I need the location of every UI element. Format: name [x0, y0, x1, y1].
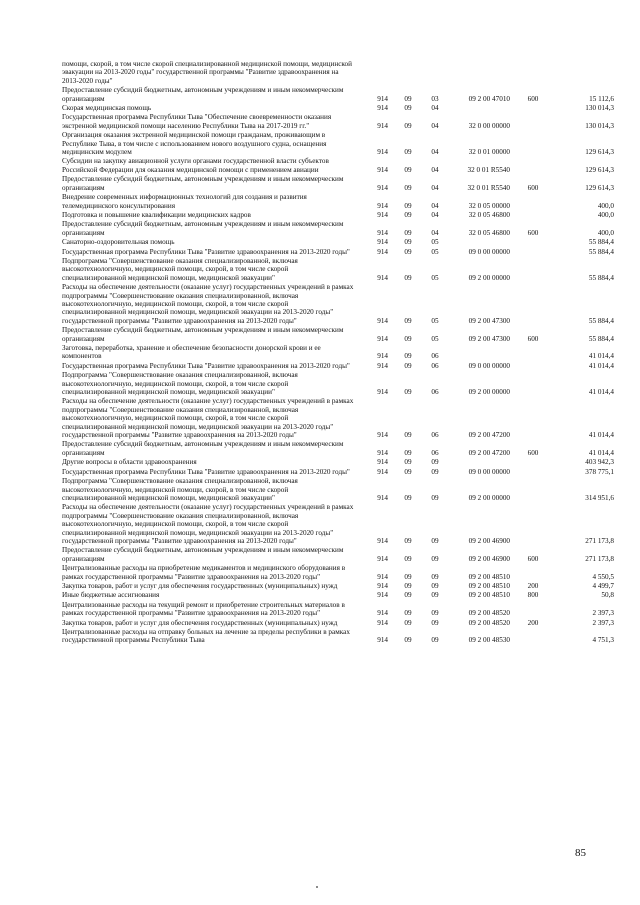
gov-code: 914	[377, 536, 388, 545]
amount: 2 397,3	[592, 609, 614, 618]
row-description: Расходы на обеспечение деятельности (оказание услуг) государственных учреждений в рамках подпрограммы "Совершенствование оказания специализированной, включая высокотехнологичную, медицинской помощи, скорой, в том числе скорой специализированной медицинской помощи, медицинской эвакуации на 2013-2020 годы" государственной программы "Развитие здравоохранения на 2013-2020 годы"	[62, 283, 354, 325]
row-description: Внедрение современных информационных технологий для создания и развития телемедицинского консультирования	[62, 193, 307, 210]
table-row	[62, 564, 614, 582]
target-article-code: 09 2 00 47010	[468, 94, 510, 103]
gov-code: 914	[377, 273, 388, 282]
target-article-code: 09 0 00 00000	[468, 467, 510, 476]
section-code: 09	[404, 591, 412, 600]
amount: 400,0	[597, 201, 614, 210]
subsection-code: 05	[431, 334, 439, 343]
gov-code: 914	[377, 572, 388, 581]
target-article-code: 09 2 00 48510	[468, 581, 510, 590]
amount: 2 397,3	[592, 618, 614, 627]
subsection-code: 09	[431, 467, 439, 476]
row-description: Централизованные расходы на отправку больных на лечение за пределы республики в рамках государственной программы Республики Тыва	[62, 628, 350, 645]
target-article-code: 32 0 05 46800	[468, 228, 510, 237]
table-row	[62, 344, 614, 362]
amount: 41 014,4	[588, 448, 614, 457]
row-description: Предоставление субсидий бюджетным, автономным учреждениям и иным некоммерческим организациям	[62, 220, 344, 237]
section-code: 09	[404, 618, 412, 627]
section-code: 09	[404, 247, 412, 256]
target-article-code: 09 0 00 00000	[468, 247, 510, 256]
amount: 271 173,8	[585, 536, 614, 545]
row-description: Другие вопросы в области здравоохранения	[62, 458, 197, 467]
amount: 403 942,3	[585, 458, 614, 467]
target-article-code: 09 2 00 00000	[468, 273, 510, 282]
gov-code: 914	[377, 431, 388, 440]
subsection-code: 05	[431, 273, 439, 282]
gov-code: 914	[377, 210, 388, 219]
subsection-code: 06	[431, 361, 439, 370]
gov-code: 914	[377, 352, 388, 361]
row-description: Подпрограмма "Совершенствование оказания специализированной, включая высокотехнологичную, медицинской помощи, скорой, в том числе скорой специализированной медицинской помощи, медицинской эвакуации"	[62, 256, 298, 282]
target-article-code: 32 0 05 00000	[468, 201, 510, 210]
target-article-code: 32 0 00 00000	[468, 121, 510, 130]
amount: 378 775,1	[585, 467, 614, 476]
amount: 41 014,4	[588, 361, 614, 370]
gov-code: 914	[377, 618, 388, 627]
table-row	[62, 591, 614, 600]
row-description: Предоставление субсидий бюджетным, автономным учреждениям и иным некоммерческим организациям	[62, 86, 344, 103]
section-code: 09	[404, 361, 412, 370]
amount: 4 499,7	[592, 581, 614, 590]
table-row	[62, 86, 614, 104]
table-row	[62, 238, 614, 247]
amount: 400,0	[597, 228, 614, 237]
gov-code: 914	[377, 183, 388, 192]
section-code: 09	[404, 493, 412, 502]
row-description: Предоставление субсидий бюджетным, автономным учреждениям и иным некоммерческим организациям	[62, 326, 344, 343]
table-row	[62, 248, 614, 257]
gov-code: 914	[377, 238, 388, 247]
table-row	[62, 397, 614, 440]
subsection-code: 06	[431, 388, 439, 397]
subsection-code: 04	[431, 201, 439, 210]
subsection-code: 05	[431, 238, 439, 247]
subsection-code: 04	[431, 183, 439, 192]
row-description: Государственная программа Республики Тыва "Развитие здравоохранения на 2013-2020 годы"	[62, 467, 350, 476]
subsection-code: 06	[431, 352, 439, 361]
section-code: 09	[404, 467, 412, 476]
table-row	[62, 582, 614, 591]
subsection-code: 09	[431, 618, 439, 627]
section-code: 09	[404, 572, 412, 581]
table-row	[62, 628, 614, 646]
row-description: Расходы на обеспечение деятельности (оказание услуг) государственных учреждений в рамках подпрограммы "Совершенствование оказания специализированной, включая высокотехнологичную, медицинской помощи, скорой, в том числе скорой специализированной медицинской помощи, медицинской эвакуации на 2013-2020 годы" государственной программы "Развитие здравоохранения на 2013-2020 годы"	[62, 397, 354, 440]
amount: 4 550,5	[592, 572, 614, 581]
target-article-code: 09 2 00 47300	[468, 316, 510, 325]
row-description: Централизованные расходы на текущий ремонт и приобретение строительных материалов в рамках государственной программы "Развитие здравоохранения на 2013-2020 годы"	[62, 600, 345, 618]
amount: 55 884,4	[588, 316, 614, 325]
expense-type-code: 600	[527, 228, 539, 237]
section-code: 09	[404, 165, 412, 174]
amount: 41 014,4	[588, 352, 614, 361]
row-description: Государственная программа Республики Тыва "Развитие здравоохранения на 2013-2020 годы"	[62, 247, 350, 256]
section-code: 09	[404, 228, 412, 237]
gov-code: 914	[377, 316, 388, 325]
subsection-code: 05	[431, 247, 439, 256]
amount: 130 014,3	[585, 104, 614, 113]
subsection-code: 09	[431, 572, 439, 581]
amount: 129 614,3	[585, 183, 614, 192]
section-code: 09	[404, 121, 412, 130]
table-row	[62, 458, 614, 467]
expense-type-code: 600	[527, 554, 539, 563]
row-description: Предоставление субсидий бюджетным, автономным учреждениям и иным некоммерческим организациям	[62, 175, 344, 192]
section-code: 09	[404, 201, 412, 210]
subsection-code: 09	[431, 609, 439, 618]
row-description: Заготовка, переработка, хранение и обеспечение безопасности донорской крови и ее компонентов	[62, 344, 321, 361]
row-description: Предоставление субсидий бюджетным, автономным учреждениям и иным некоммерческим организациям	[62, 546, 344, 563]
table-row	[62, 175, 614, 193]
table-row	[62, 326, 614, 344]
row-description: Подпрограмма "Совершенствование оказания специализированной, включая высокотехнологичную, медицинской помощи, скорой, в том числе скорой специализированной медицинской помощи, медицинской эвакуации"	[62, 477, 298, 502]
amount: 41 014,4	[588, 388, 614, 397]
expense-type-code: 200	[527, 618, 539, 627]
table-row	[62, 440, 614, 458]
target-article-code: 09 2 00 48520	[468, 618, 510, 627]
target-article-code: 09 2 00 48510	[468, 591, 510, 600]
row-description: Санаторно-оздоровительная помощь	[62, 238, 175, 247]
subsection-code: 09	[431, 591, 439, 600]
amount: 129 614,3	[585, 148, 614, 157]
subsection-code: 04	[431, 228, 439, 237]
row-description: Иные бюджетные ассигнования	[62, 591, 160, 600]
section-code: 09	[404, 334, 412, 343]
amount: 400,0	[597, 210, 614, 219]
target-article-code: 09 2 00 48530	[468, 636, 510, 645]
target-article-code: 32 0 05 46800	[468, 210, 510, 219]
row-description: Подпрограмма "Совершенствование оказания специализированной, включая высокотехнологичную, медицинской помощи, скорой, в том числе скорой специализированной медицинской помощи, медицинской эвакуации"	[62, 371, 298, 397]
row-description: Скорая медицинская помощь	[62, 104, 152, 113]
table-row	[62, 283, 614, 326]
gov-code: 914	[377, 228, 388, 237]
target-article-code: 32 0 01 R5540	[467, 165, 510, 174]
row-description: Централизованные расходы на приобретение медикаментов и медицинского оборудования в рамках государственной программы "Развитие здравоохранения на 2013-2020 годы"	[62, 564, 346, 581]
row-description: Организация оказания экстренной медицинской помощи гражданам, проживающим в Республике Тыва, в том числе с использованием нового воздушного судна, оснащения медицинским модулем	[62, 131, 327, 157]
gov-code: 914	[377, 493, 388, 502]
subsection-code: 09	[431, 536, 439, 545]
section-code: 09	[404, 581, 412, 590]
subsection-code: 09	[431, 458, 439, 467]
table-row	[62, 60, 614, 86]
expense-type-code: 600	[527, 183, 539, 192]
amount: 4 751,3	[592, 636, 614, 645]
table-row	[62, 468, 614, 477]
subsection-code: 04	[431, 165, 439, 174]
amount: 271 173,8	[585, 554, 614, 563]
subsection-code: 06	[431, 448, 439, 457]
target-article-code: 09 0 00 00000	[468, 361, 510, 370]
subsection-code: 04	[431, 210, 439, 219]
section-code: 09	[404, 448, 412, 457]
table-row	[62, 477, 614, 503]
table-row	[62, 211, 614, 220]
amount: 55 884,4	[588, 273, 614, 282]
target-article-code: 32 0 01 00000	[468, 148, 510, 157]
section-code: 09	[404, 458, 412, 467]
target-article-code: 09 2 00 00000	[468, 493, 510, 502]
table-row	[62, 503, 614, 546]
gov-code: 914	[377, 591, 388, 600]
subsection-code: 04	[431, 121, 439, 130]
section-code: 09	[404, 431, 412, 440]
expense-type-code: 800	[527, 591, 539, 600]
target-article-code: 09 2 00 48510	[468, 572, 510, 581]
table-row	[62, 546, 614, 564]
table-row	[62, 104, 614, 113]
subsection-code: 03	[431, 94, 439, 103]
page-number: 85	[575, 847, 586, 859]
row-description: Государственная программа Республики Тыва "Развитие здравоохранения на 2013-2020 годы"	[62, 361, 350, 370]
section-code: 09	[404, 104, 412, 113]
section-code: 09	[404, 148, 412, 157]
amount: 15 112,6	[589, 94, 614, 103]
row-description: Предоставление субсидий бюджетным, автономным учреждениям и иным некоммерческим организациям	[62, 440, 344, 457]
section-code: 09	[404, 609, 412, 618]
table-row	[62, 157, 614, 175]
row-description: Закупка товаров, работ и услуг для обеспечения государственных (муниципальных) нужд	[62, 618, 338, 627]
gov-code: 914	[377, 104, 388, 113]
amount: 50,8	[601, 591, 614, 600]
expense-type-code: 600	[527, 334, 539, 343]
gov-code: 914	[377, 148, 388, 157]
target-article-code: 09 2 00 48520	[468, 609, 510, 618]
table-row	[62, 601, 614, 619]
subsection-code: 09	[431, 554, 439, 563]
table-row	[62, 619, 614, 628]
table-row	[62, 362, 614, 371]
target-article-code: 09 2 00 47200	[468, 448, 510, 457]
row-description: Расходы на обеспечение деятельности (оказание услуг) государственных учреждений в рамках подпрограммы "Совершенствование оказания специализированной, включая высокотехнологичную, медицинской помощи, скорой, в том числе скорой специализированной медицинской помощи, медицинской эвакуации на 2013-2020 годы" государственной программы "Развитие здравоохранения на 2013-2020 годы"	[62, 503, 354, 545]
gov-code: 914	[377, 458, 388, 467]
amount: 55 884,4	[588, 334, 614, 343]
gov-code: 914	[377, 334, 388, 343]
budget-table	[62, 60, 614, 646]
target-article-code: 09 2 00 46900	[468, 554, 510, 563]
subsection-code: 09	[431, 636, 439, 645]
gov-code: 914	[377, 94, 388, 103]
section-code: 09	[404, 94, 412, 103]
target-article-code: 09 2 00 00000	[468, 388, 510, 397]
row-description: Государственная программа Республики Тыва "Обеспечение своевременности оказания экстренной медицинской помощи населению Республики Тыва на 2017-2019 гг."	[62, 113, 332, 130]
subsection-code: 05	[431, 316, 439, 325]
amount: 41 014,4	[588, 431, 614, 440]
section-code: 09	[404, 210, 412, 219]
expense-type-code: 200	[527, 581, 539, 590]
gov-code: 914	[377, 554, 388, 563]
target-article-code: 09 2 00 47300	[468, 334, 510, 343]
section-code: 09	[404, 636, 412, 645]
expense-type-code: 600	[527, 448, 539, 457]
section-code: 09	[404, 316, 412, 325]
gov-code: 914	[377, 581, 388, 590]
gov-code: 914	[377, 121, 388, 130]
gov-code: 914	[377, 636, 388, 645]
gov-code: 914	[377, 467, 388, 476]
gov-code: 914	[377, 247, 388, 256]
subsection-code: 09	[431, 493, 439, 502]
table-row	[62, 193, 614, 211]
row-description: Субсидии на закупку авиационной услуги органами государственной власти субъектов Российской Федерации для оказания медицинской помощи с применением авиации	[62, 157, 329, 174]
amount: 55 884,4	[588, 247, 614, 256]
subsection-code: 06	[431, 431, 439, 440]
section-code: 09	[404, 183, 412, 192]
target-article-code: 09 2 00 46900	[468, 536, 510, 545]
subsection-code: 04	[431, 104, 439, 113]
section-code: 09	[404, 536, 412, 545]
table-row	[62, 257, 614, 283]
gov-code: 914	[377, 165, 388, 174]
expense-type-code: 600	[527, 94, 539, 103]
row-description: Подготовка и повышение квалификации медицинских кадров	[62, 210, 251, 219]
subsection-code: 09	[431, 581, 439, 590]
table-row	[62, 220, 614, 238]
table-row	[62, 371, 614, 397]
section-code: 09	[404, 238, 412, 247]
gov-code: 914	[377, 201, 388, 210]
gov-code: 914	[377, 609, 388, 618]
section-code: 09	[404, 273, 412, 282]
table-row	[62, 113, 614, 131]
section-code: 09	[404, 352, 412, 361]
amount: 314 951,6	[585, 493, 614, 502]
gov-code: 914	[377, 361, 388, 370]
subsection-code: 04	[431, 148, 439, 157]
amount: 55 884,4	[588, 238, 614, 247]
section-code: 09	[404, 554, 412, 563]
target-article-code: 32 0 01 R5540	[467, 183, 510, 192]
gov-code: 914	[377, 388, 388, 397]
target-article-code: 09 2 00 47200	[468, 431, 510, 440]
table-row	[62, 131, 614, 157]
row-description: Закупка товаров, работ и услуг для обеспечения государственных (муниципальных) нужд	[62, 581, 338, 590]
scan-dot	[316, 886, 318, 888]
gov-code: 914	[377, 448, 388, 457]
row-description: помощи, скорой, в том числе скорой специализированной медицинской помощи, медицинской эвакуации на 2013-2020 годы" государственной программы "Развитие здравоохранения на 2013-2020 годы"	[62, 60, 352, 85]
amount: 130 014,3	[585, 121, 614, 130]
section-code: 09	[404, 388, 412, 397]
amount: 129 614,3	[585, 165, 614, 174]
